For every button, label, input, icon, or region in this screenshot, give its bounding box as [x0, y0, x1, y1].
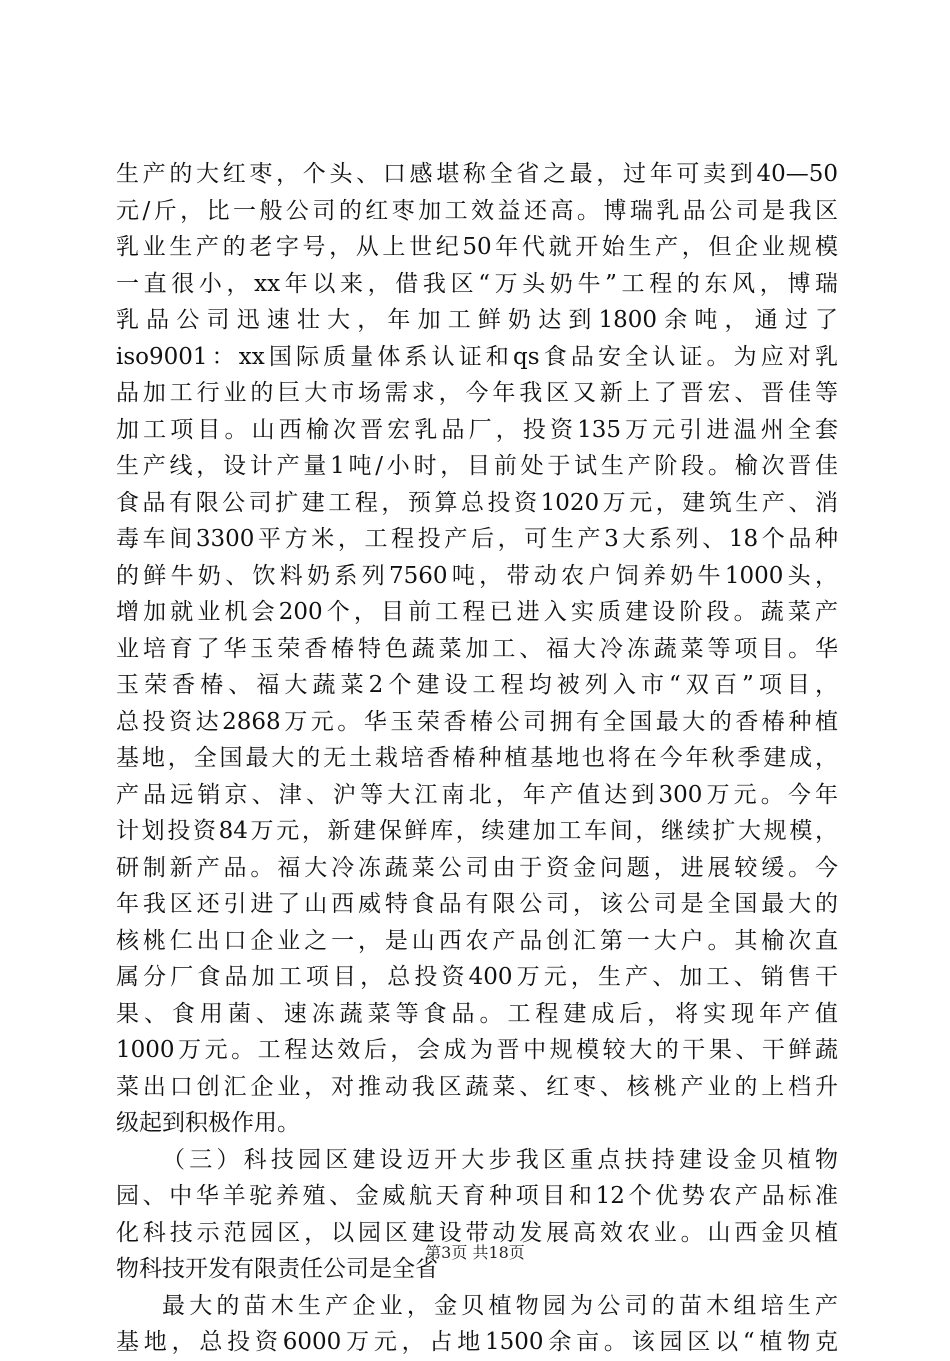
text-line: 生产的大红枣，个头、口感堪称全省之最，过年可卖到40—50 [116, 161, 838, 187]
text-line: 果、食用菌、速冻蔬菜等食品。工程建成后，将实现年产值 [116, 1000, 838, 1027]
text-line: 元/斤，比一般公司的红枣加工效益还高。博瑞乳品公司是我区 [116, 197, 838, 224]
text-line: 物科技开发有限责任公司是全省 [116, 1256, 438, 1282]
page-footer [0, 1240, 950, 1263]
text-line: 加工项目。山西榆次晋宏乳品厂，投资135万元引进温州全套 [116, 416, 838, 443]
text-line: 园、中华羊驼养殖、金威航天育种项目和12个优势农产品标准 [116, 1183, 838, 1209]
text-line: 一直很小，xx年以来，借我区“万头奶牛”工程的东风，博瑞 [116, 270, 838, 297]
text-line: 基地，总投资6000万元，占地1500余亩。该园区以“植物克 [116, 1329, 838, 1355]
text-line: 年我区还引进了山西威特食品有限公司，该公司是全国最大的 [116, 891, 838, 917]
text-line: iso9001：xx国际质量体系认证和qs食品安全认证。为应对乳 [116, 343, 838, 370]
text-line: 最大的苗木生产企业，金贝植物园为公司的苗木组培生产 [162, 1292, 838, 1319]
body-text [116, 156, 838, 1361]
page-number-label: 第3页 共18页 [425, 1243, 525, 1262]
text-line: 1000万元。工程达效后，会成为晋中规模较大的干果、干鲜蔬 [116, 1037, 838, 1063]
text-line: 计划投资84万元，新建保鲜库，续建加工车间，继续扩大规模， [116, 818, 838, 844]
text-line: 研制新产品。福大冷冻蔬菜公司由于资金问题，进展较缓。今 [116, 854, 838, 881]
text-line: 乳品公司迅速壮大，年加工鲜奶达到1800余吨，通过了 [116, 307, 838, 333]
text-line: 的鲜牛奶、饮料奶系列7560吨，带动农户饲养奶牛1000头， [116, 562, 838, 589]
text-line: 毒车间3300平方米，工程投产后，可生产3大系列、18个品种 [116, 526, 838, 552]
text-line: 菜出口创汇企业，对推动我区蔬菜、红枣、核桃产业的上档升 [116, 1073, 838, 1100]
text-line: 化科技示范园区，以园区建设带动发展高效农业。山西金贝植 [116, 1219, 838, 1246]
text-line: 乳业生产的老字号，从上世纪50年代就开始生产，但企业规模 [116, 234, 838, 260]
text-line: 总投资达2868万元。华玉荣香椿公司拥有全国最大的香椿种植 [116, 708, 838, 735]
text-line: 品加工行业的巨大市场需求，今年我区又新上了晋宏、晋佳等 [116, 380, 838, 406]
text-line: 基地，全国最大的无土栽培香椿种植基地也将在今年秋季建成， [116, 745, 838, 771]
text-line: 核桃仁出口企业之一，是山西农产品创汇第一大户。其榆次直 [116, 927, 838, 954]
text-line: 业培育了华玉荣香椿特色蔬菜加工、福大冷冻蔬菜等项目。华 [116, 635, 838, 662]
text-line: 属分厂食品加工项目，总投资400万元，生产、加工、销售干 [116, 964, 838, 990]
text-line: 产品远销京、津、沪等大江南北，年产值达到300万元。今年 [116, 781, 838, 808]
text-line: 级起到积极作用。 [116, 1110, 300, 1136]
text-line: 食品有限公司扩建工程，预算总投资1020万元，建筑生产、消 [116, 489, 838, 516]
text-line: 生产线，设计产量1吨/小时，目前处于试生产阶段。榆次晋佳 [116, 453, 838, 479]
text-line: 增加就业机会200个，目前工程已进入实质建设阶段。蔬菜产 [116, 599, 838, 625]
section-heading-line: （三）科技园区建设迈开大步我区重点扶持建设金贝植物 [162, 1146, 838, 1173]
text-line: 玉荣香椿、福大蔬菜2个建设工程均被列入市“双百”项目， [116, 672, 838, 698]
